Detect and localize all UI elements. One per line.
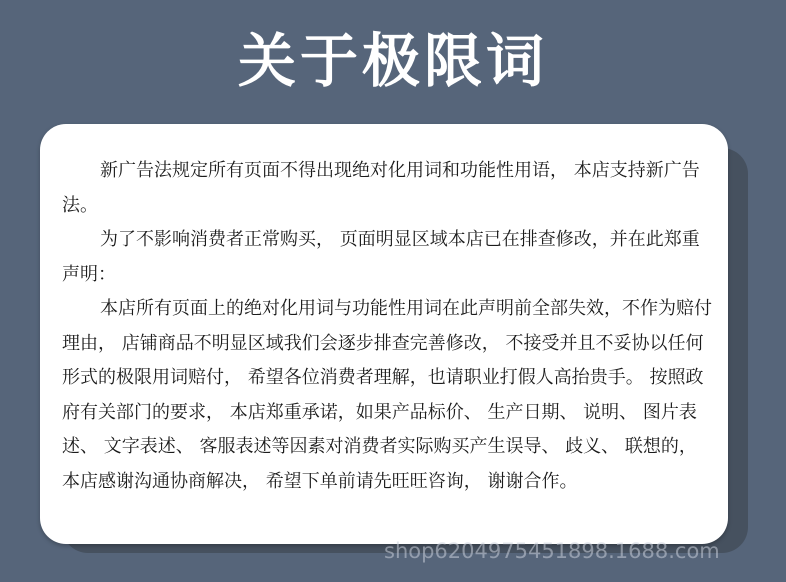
notice-paragraph-1: 新广告法规定所有页面不得出现绝对化用词和功能性用语， 本店支持新广告法。 xyxy=(62,160,700,216)
page-title: 关于极限词 xyxy=(237,27,548,95)
notice-paragraph-3: 本店所有页面上的绝对化用词与功能性用词在此声明前全部失效，不作为赔付理由， 店铺商品不明显区域我们会逐步排查完善修改， 不接受并且不妥协以任何形式的极限用词赔付， 希望各位消费者理解，也请职业打假人高抬贵手。 按照政府有关部门的要求， 本店郑重承诺，如果产品标价、 生产日期、 说明、 图片表述、 文字表述、 客服表述等因素对消费者实际购买产生误导、 歧义、 联想的， 本店感谢沟通协商解决， 希望下单前请先旺旺咨询， 谢谢合作。 xyxy=(62,298,712,492)
notice-body xyxy=(62,154,714,499)
watermark-text: shop6204975451898.1688.com xyxy=(384,539,720,563)
notice-paragraph-2: 为了不影响消费者正常购买， 页面明显区域本店已在排查修改，并在此郑重声明： xyxy=(62,229,700,285)
notice-card xyxy=(40,124,728,544)
